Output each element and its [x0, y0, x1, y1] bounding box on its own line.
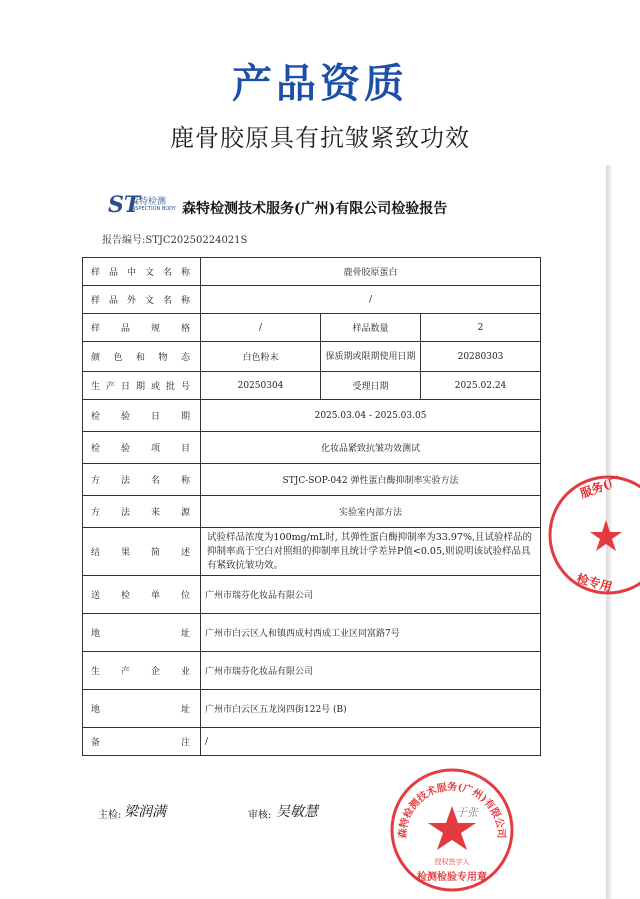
cell-value: 20280303 [421, 342, 541, 372]
cell-label: 送检单位 [83, 576, 201, 614]
table-row [83, 576, 541, 614]
cell-label: 颜色和物态 [83, 342, 201, 372]
official-stamp [388, 766, 516, 894]
cell-value: / [201, 728, 541, 756]
cell-value: 化妆品紧致抗皱功效测试 [201, 432, 541, 464]
table-row [83, 432, 541, 464]
table-row [83, 464, 541, 496]
cell-label: 地址 [83, 690, 201, 728]
cell-label: 受理日期 [321, 372, 421, 400]
cell-value: 广州市白云区五龙岗四街122号 (B) [201, 690, 541, 728]
result-text: 试验样品浓度为100mg/mL时, 其弹性蛋白酶抑制率为33.97%,且试验样品的抑制率高于空白对照组的抑制率且统计学差异P值<0.05,则说明该试验样品具有紧致抗皱功效。 [201, 528, 541, 576]
cell-label: 生产日期或批号 [83, 372, 201, 400]
cell-label: 方法来源 [83, 496, 201, 528]
inspector-signature: 梁润满 [124, 804, 166, 820]
cell-label: 样品数量 [321, 314, 421, 342]
cell-value: / [201, 314, 321, 342]
inspector-label: 主检: [98, 810, 122, 821]
stamp-bottom-text: 检测检验专用章 [417, 872, 487, 883]
cell-label: 地址 [83, 614, 201, 652]
report-number: 报告编号:STJC20250224021S [102, 235, 248, 246]
table-row [83, 528, 541, 576]
table-row [83, 314, 541, 342]
cell-label: 检验日期 [83, 400, 201, 432]
page-subtitle: 鹿骨胶原具有抗皱紧致功效 [170, 124, 470, 152]
cell-label: 保质期或限期使用日期 [321, 342, 421, 372]
reviewer-signature: 吴敏慧 [276, 804, 318, 820]
side-stamp-star-icon [590, 520, 622, 551]
cell-value: 实验室内部方法 [201, 496, 541, 528]
cell-value: 白色粉末 [201, 342, 321, 372]
cell-value: / [201, 286, 541, 314]
cell-value: 2 [421, 314, 541, 342]
cell-label: 样品中文名称 [83, 258, 201, 286]
cell-value: STJC-SOP-042 弹性蛋白酶抑制率实验方法 [201, 464, 541, 496]
cell-label: 备注 [83, 728, 201, 756]
logo-en-text: INSPECTION BODY [130, 206, 176, 212]
st-logo-mark: ST [108, 192, 141, 218]
table-row [83, 728, 541, 756]
company-logo [108, 192, 176, 218]
page-title: 产品资质 [232, 61, 408, 107]
table-row [83, 400, 541, 432]
cell-label: 样品外文名称 [83, 286, 201, 314]
cell-label: 检验项目 [83, 432, 201, 464]
logo-cn-text: 森特检测 [130, 197, 167, 207]
cell-value: 广州市瑞芬化妆品有限公司 [201, 652, 541, 690]
side-stamp-top: 服务(广 [578, 473, 623, 501]
side-stamp-bottom: 检专用 [575, 571, 614, 595]
report-company-title: 森特检测技术服务(广州)有限公司检验报告 [182, 201, 448, 217]
side-stamp [540, 470, 623, 600]
cell-label: 样品规格 [83, 314, 201, 342]
cell-value: 鹿骨胶原蛋白 [201, 258, 541, 286]
svg-text:于张: 于张 [456, 806, 478, 819]
cell-value: 2025.02.24 [421, 372, 541, 400]
table-row [83, 258, 541, 286]
table-row [83, 652, 541, 690]
table-row [83, 286, 541, 314]
table-row [83, 342, 541, 372]
cell-value: 20250304 [201, 372, 321, 400]
cell-value: 广州市瑞芬化妆品有限公司 [201, 576, 541, 614]
cell-label: 方法名称 [83, 464, 201, 496]
reviewer-label: 审核: [248, 810, 272, 821]
report-table [82, 257, 541, 756]
cell-label: 生产企业 [83, 652, 201, 690]
cell-label: 结果简述 [83, 528, 201, 576]
table-row [83, 690, 541, 728]
cell-value: 2025.03.04 - 2025.03.05 [201, 400, 541, 432]
stamp-signer: 授权签字人 [434, 858, 470, 866]
stamp-arc-text: 森特检测技术服务(广州)有限公司 [397, 781, 507, 839]
table-row [83, 614, 541, 652]
cell-value: 广州市白云区人和镇西成村西成工业区同富路7号 [201, 614, 541, 652]
table-row [83, 372, 541, 400]
table-row [83, 496, 541, 528]
